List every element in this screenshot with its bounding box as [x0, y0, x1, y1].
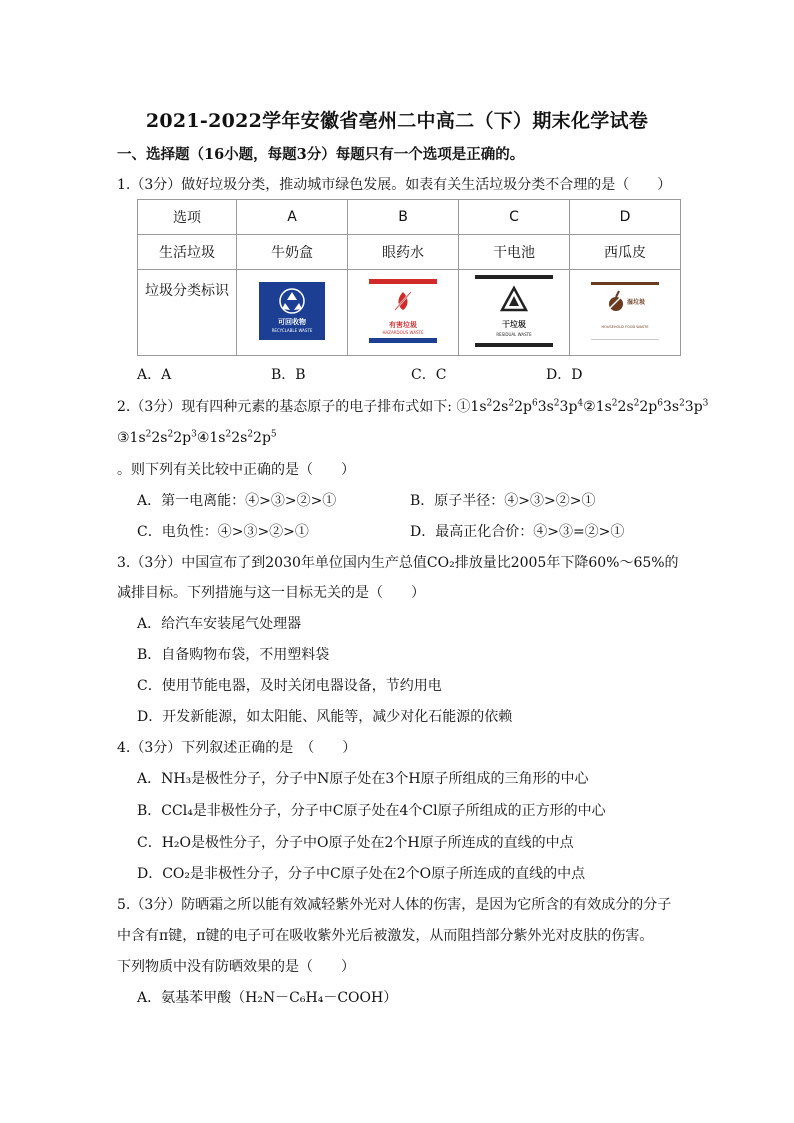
hazardous-icon — [391, 288, 415, 314]
table-cell: 眼药水 — [348, 235, 459, 270]
q2-configs: $③1s^22s^22p^3④1s^22s^22p^5$ — [117, 429, 277, 446]
table-cell — [237, 270, 348, 356]
q3-option-b[interactable]: B．自备购物布袋，不用塑料袋 — [137, 647, 330, 663]
table-header-cell: 选项 — [138, 200, 237, 235]
q4-option-d[interactable]: D．CO₂是非极性分子，分子中C原子处在2个O原子所连成的直线的中点 — [137, 866, 586, 882]
logo-cn-label: 干垃圾 — [502, 319, 526, 329]
logo-en-label: RESIDUAL WASTE — [496, 331, 532, 337]
q3-option-c[interactable]: C．使用节能电器，及时关闭电器设备，节约用电 — [137, 678, 442, 694]
q2-option-c[interactable]: C．电负性：④>③>②>① — [137, 524, 309, 540]
table-row — [138, 200, 681, 235]
waste-table — [137, 199, 681, 356]
residual-icon — [499, 285, 529, 315]
q1-option-a[interactable]: A．A — [137, 367, 172, 383]
q1-option-c[interactable]: C．C — [411, 367, 447, 383]
table-cell: 干电池 — [459, 235, 570, 270]
food-waste-logo — [591, 282, 659, 340]
logo-en-label: HAZARDOUS WASTE — [382, 329, 424, 335]
q3-option-d[interactable]: D．开发新能源，如太阳能、风能等，减少对化石能源的依赖 — [137, 709, 513, 725]
table-row — [138, 270, 681, 356]
logo-cn-label: 有害垃圾 — [389, 320, 417, 329]
q4-option-a[interactable]: A．NH₃是极性分子，分子中N原子处在3个H原子所组成的三角形的中心 — [137, 771, 589, 787]
residual-logo — [475, 275, 553, 347]
table-cell — [348, 270, 459, 356]
table-cell: 生活垃圾 — [138, 235, 237, 270]
logo-cn-label: 可回收物 — [278, 317, 306, 326]
q3-option-a[interactable]: A．给汽车安装尾气处理器 — [137, 616, 302, 632]
q5-option-a[interactable]: A．氨基苯甲酸（H₂N－C₆H₄－COOH） — [137, 990, 398, 1006]
table-header-cell: B — [348, 200, 459, 235]
q2-option-d[interactable]: D．最高正化合价：④>③=②>① — [410, 524, 625, 540]
table-cell: 西瓜皮 — [570, 235, 681, 270]
q1-option-b[interactable]: B．B — [271, 367, 306, 383]
q2-stem: 2.（3分）现有四种元素的基态原子的电子排布式如下: $①1s^22s^22p^63s^23p^4②1s^22s^22p^63s^23p^3$ — [117, 398, 709, 415]
logo-en-label: HOUSEHOLD FOOD WASTE — [601, 324, 649, 329]
table-cell — [570, 270, 681, 356]
table-cell — [459, 270, 570, 356]
table-cell: 牛奶盒 — [237, 235, 348, 270]
page-title: 2021-2022学年安徽省亳州二中高二（下）期末化学试卷 — [145, 110, 649, 132]
q4-stem: 4.（3分）下列叙述正确的是 （ ） — [117, 740, 357, 756]
section-heading: 一、选择题（16小题，每题3分）每题只有一个选项是正确的。 — [117, 146, 525, 163]
q3-stem-line1: 3.（3分）中国宣布了到2030年单位国内生产总值CO₂排放量比2005年下降60%～65%的 — [117, 555, 679, 571]
q3-stem-line2: 减排目标。下列措施与这一目标无关的是（ ） — [117, 585, 425, 601]
recyclable-logo — [259, 282, 325, 340]
q1-option-d[interactable]: D．D — [546, 367, 583, 383]
q5-stem-line3: 下列物质中没有防晒效果的是（ ） — [117, 959, 355, 975]
hazardous-logo — [369, 279, 437, 343]
table-header-cell: C — [459, 200, 570, 235]
q4-option-c[interactable]: C．H₂O是极性分子，分子中O原子处在2个H原子所连成的直线的中点 — [137, 835, 574, 851]
recycle-icon — [277, 287, 307, 315]
q5-stem-line1: 5.（3分）防晒霜之所以能有效减轻紫外光对人体的伤害，是因为它所含的有效成分的分子 — [117, 897, 672, 913]
table-cell: 垃圾分类标识 — [138, 270, 237, 356]
table-header-cell: D — [570, 200, 681, 235]
logo-cn-label: 湿垃圾 — [627, 298, 646, 306]
q2-tail: 。则下列有关比较中正确的是（ ） — [117, 462, 355, 478]
q2-option-b[interactable]: B．原子半径：④>③>②>① — [410, 493, 596, 509]
q2-option-a[interactable]: A．第一电离能：④>③>②>① — [137, 493, 337, 509]
q5-stem-line2: 中含有π键，π键的电子可在吸收紫外光后被激发，从而阻挡部分紫外光对皮肤的伤害。 — [117, 928, 654, 944]
logo-en-label: RECYCLABLE WASTE — [271, 327, 313, 333]
q1-stem: 1.（3分）做好垃圾分类，推动城市绿色发展。如表有关生活垃圾分类不合理的是（ ） — [117, 177, 672, 193]
q4-option-b[interactable]: B．CCl₄是非极性分子，分子中C原子处在4个Cl原子所组成的正方形的中心 — [137, 803, 606, 819]
table-row — [138, 235, 681, 270]
food-waste-icon — [603, 289, 629, 315]
table-header-cell: A — [237, 200, 348, 235]
